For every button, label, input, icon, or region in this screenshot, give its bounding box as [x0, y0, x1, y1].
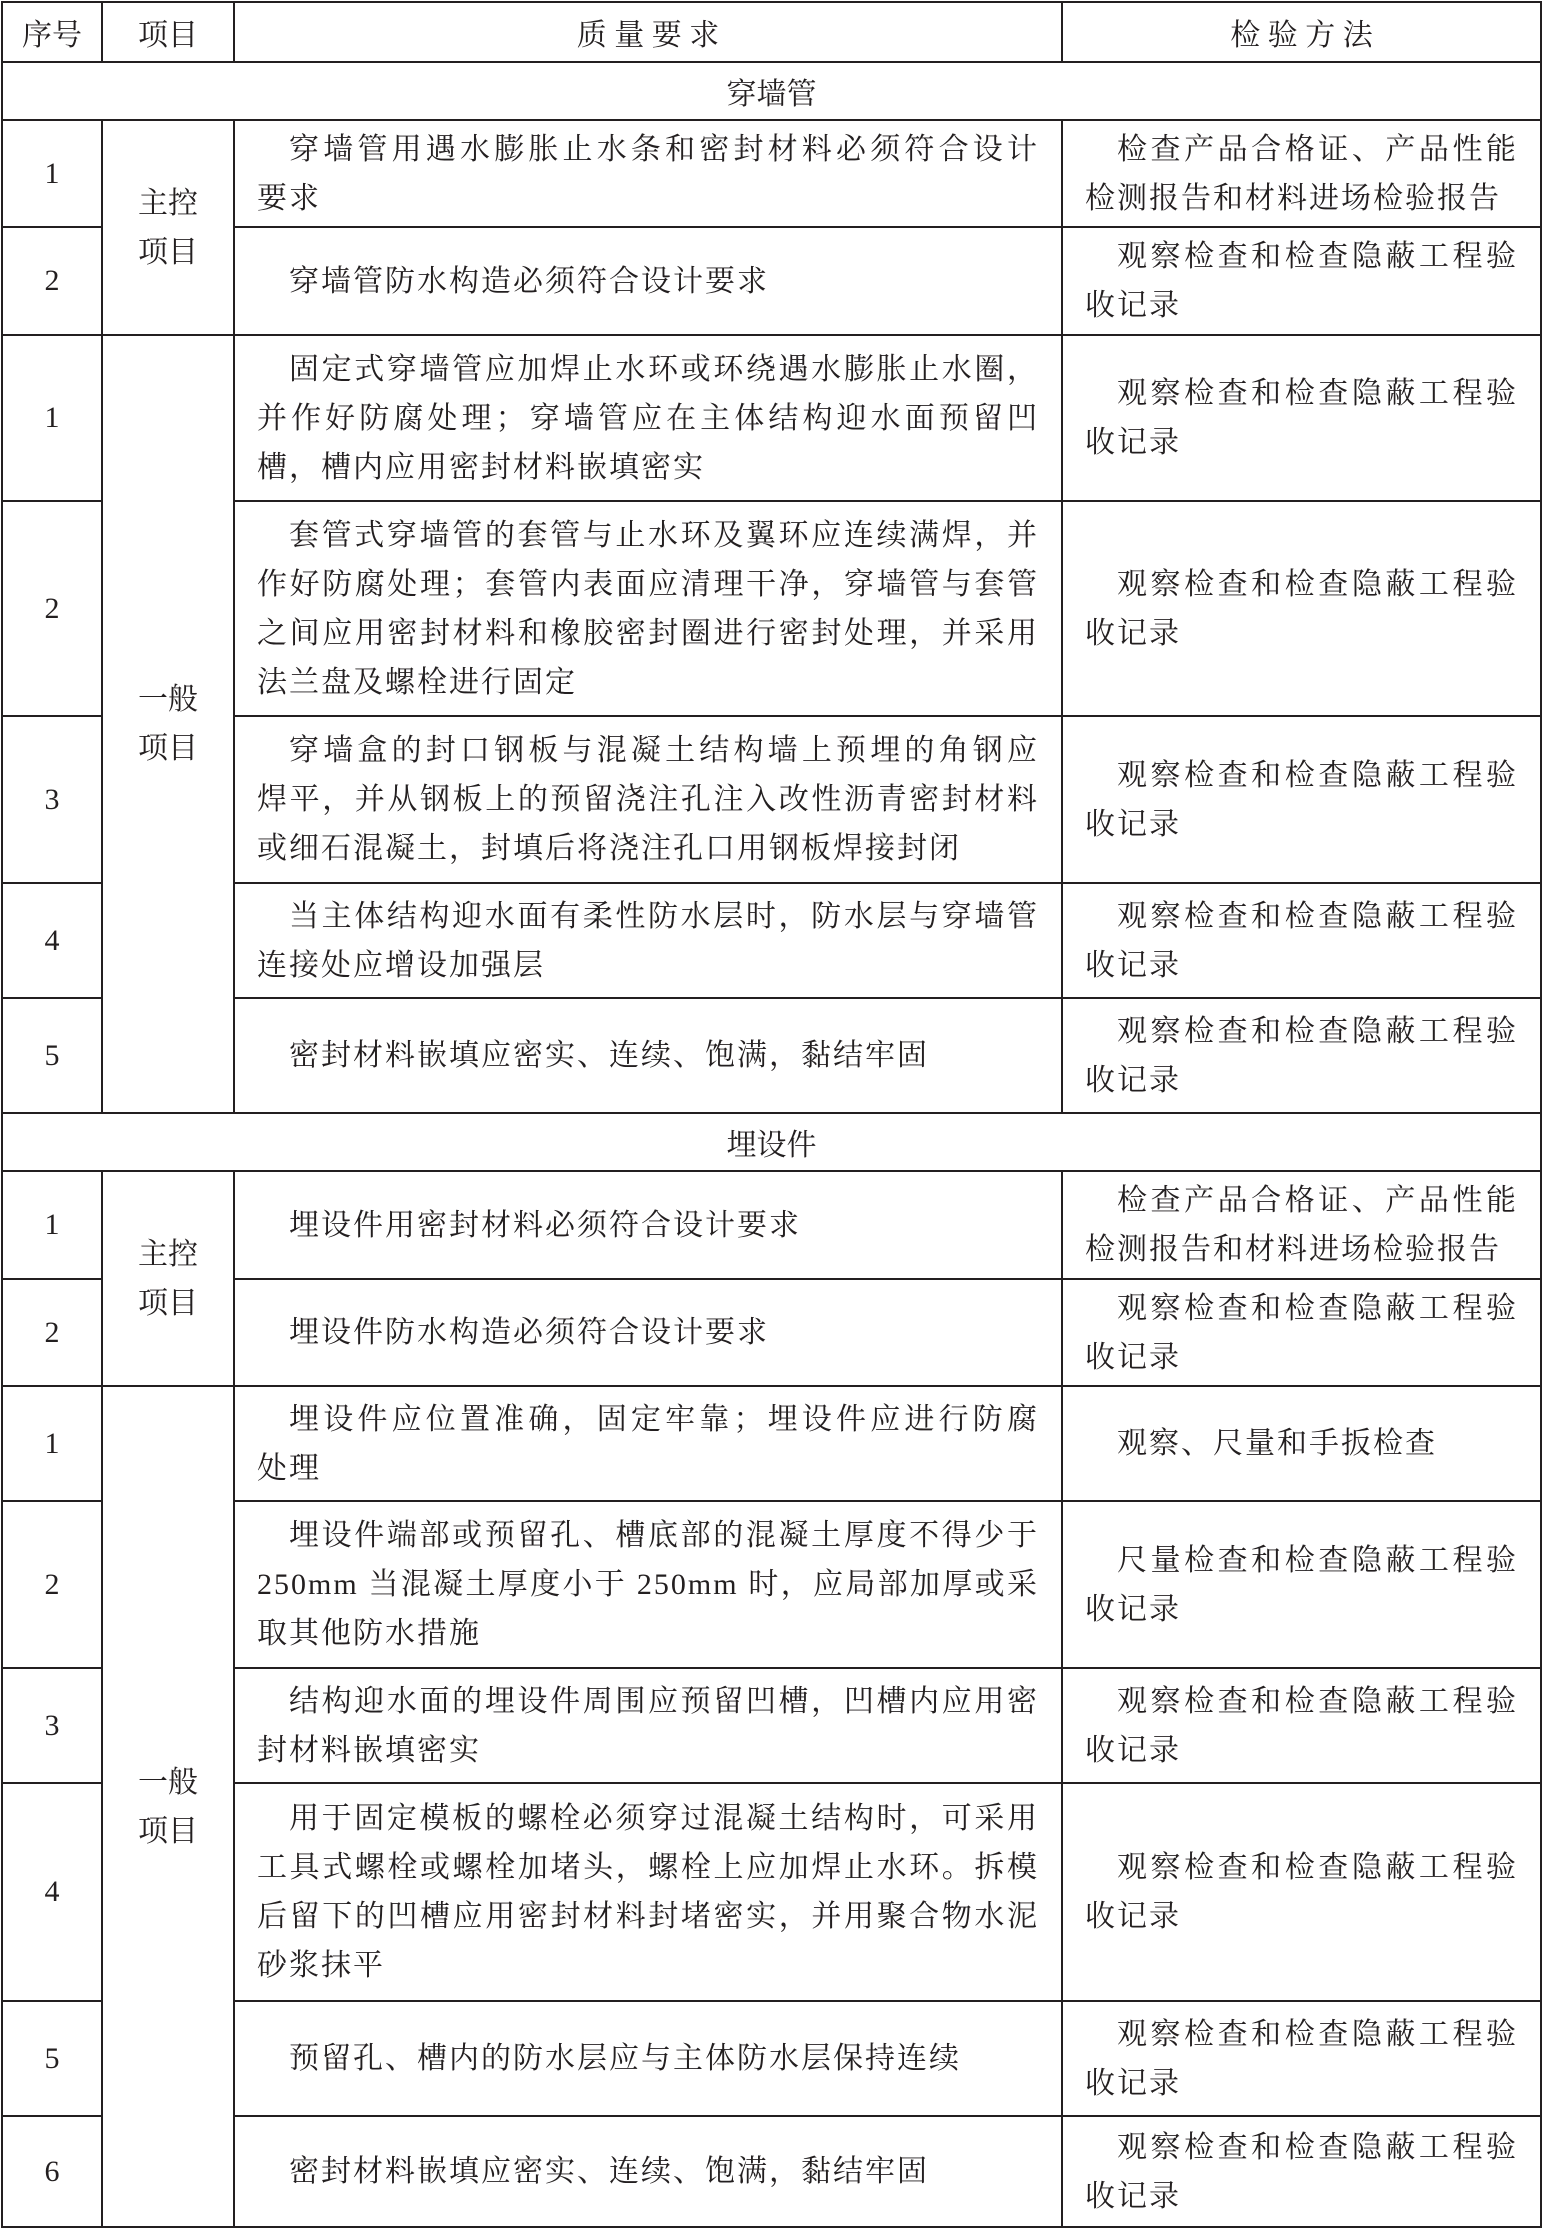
requirement-line: 当主体结构迎水面有柔性防水层时，防水层与穿墙管 — [289, 899, 1039, 933]
requirement-cell — [234, 1386, 1062, 1501]
method-cell — [1062, 1783, 1541, 2001]
requirement-cell — [234, 998, 1062, 1113]
method-line: 收记录 — [1085, 1340, 1181, 1374]
method-line: 观察检查和检查隐蔽工程验 — [1117, 1684, 1518, 1718]
method-line: 收记录 — [1085, 289, 1181, 322]
requirement-cell — [234, 1279, 1062, 1386]
requirement-line: 穿墙管防水构造必须符合设计要求 — [289, 264, 769, 298]
requirement-line: 作好防腐处理；套管内表面应清理干净，穿墙管与套管 — [257, 567, 1039, 601]
method-line: 观察检查和检查隐蔽工程验 — [1117, 1851, 1518, 1884]
requirement-line: 之间应用密封材料和橡胶密封圈进行密封处理，并采用 — [257, 616, 1039, 650]
requirement-line: 埋设件应位置准确，固定牢靠；埋设件应进行防腐 — [289, 1402, 1039, 1436]
requirement-line: 穿墙管用遇水膨胀止水条和密封材料必须符合设计 — [289, 132, 1039, 166]
method-line: 检查产品合格证、产品性能 — [1117, 132, 1518, 166]
category-cell — [102, 335, 234, 1113]
requirement-cell — [234, 120, 1062, 227]
requirement-cell — [234, 1783, 1062, 2001]
method-line: 收记录 — [1085, 426, 1181, 459]
row-number: 6 — [2, 2116, 102, 2227]
requirement-line: 预留孔、槽内的防水层应与主体防水层保持连续 — [289, 2042, 961, 2075]
requirement-line: 并作好防腐处理；穿墙管应在主体结构迎水面预留凹 — [257, 401, 1039, 435]
method-line: 观察检查和检查隐蔽工程验 — [1117, 2017, 1518, 2051]
method-cell — [1062, 335, 1541, 501]
column-header-item: 项目 — [102, 2, 234, 62]
requirement-line: 埋设件防水构造必须符合设计要求 — [289, 1316, 769, 1349]
requirement-line: 封材料嵌填密实 — [257, 1733, 481, 1767]
method-cell — [1062, 716, 1541, 883]
method-cell — [1062, 2116, 1541, 2227]
requirement-cell — [234, 1668, 1062, 1783]
row-number: 5 — [2, 998, 102, 1113]
table-row — [2, 1171, 1541, 1279]
method-line: 收记录 — [1085, 1063, 1181, 1097]
method-line: 收记录 — [1085, 807, 1181, 841]
row-number: 2 — [2, 1501, 102, 1668]
row-number: 3 — [2, 716, 102, 883]
method-line: 观察检查和检查隐蔽工程验 — [1117, 567, 1518, 601]
table-row — [2, 335, 1541, 501]
method-cell — [1062, 120, 1541, 227]
method-line: 观察检查和检查隐蔽工程验 — [1117, 240, 1518, 273]
inspection-table — [1, 1, 1542, 2228]
method-line: 收记录 — [1085, 1592, 1181, 1626]
category-label-line: 项目 — [138, 1814, 198, 1848]
row-number: 2 — [2, 501, 102, 716]
method-line: 观察检查和检查隐蔽工程验 — [1117, 899, 1518, 933]
method-line: 收记录 — [1085, 2179, 1181, 2213]
category-label-line: 主控 — [138, 186, 198, 220]
row-number: 1 — [2, 335, 102, 501]
requirement-cell — [234, 227, 1062, 335]
requirement-line: 密封材料嵌填应密实、连续、饱满，黏结牢固 — [289, 2155, 929, 2188]
requirement-line: 工具式螺栓或螺栓加堵头，螺栓上应加焊止水环。拆模 — [257, 1851, 1039, 1884]
requirement-line: 法兰盘及螺栓进行固定 — [257, 665, 577, 699]
method-line: 收记录 — [1085, 2066, 1181, 2100]
requirement-line: 连接处应增设加强层 — [257, 948, 545, 982]
column-header-number: 序号 — [2, 2, 102, 62]
table-header-row — [2, 2, 1541, 62]
method-line: 收记录 — [1085, 1733, 1181, 1767]
section-title: 穿墙管 — [2, 62, 1541, 120]
requirement-cell — [234, 2116, 1062, 2227]
row-number: 3 — [2, 1668, 102, 1783]
category-cell — [102, 1386, 234, 2227]
requirement-line: 结构迎水面的埋设件周围应预留凹槽，凹槽内应用密 — [289, 1684, 1039, 1718]
method-line: 观察检查和检查隐蔽工程验 — [1117, 2130, 1518, 2164]
requirement-cell — [234, 1501, 1062, 1668]
row-number: 1 — [2, 1386, 102, 1501]
requirement-line: 要求 — [257, 181, 321, 215]
requirement-line: 密封材料嵌填应密实、连续、饱满，黏结牢固 — [289, 1039, 929, 1072]
method-cell — [1062, 998, 1541, 1113]
method-cell — [1062, 1501, 1541, 1668]
requirement-line: 焊平，并从钢板上的预留浇注孔注入改性沥青密封材料 — [257, 783, 1039, 816]
table-header — [2, 2, 1541, 62]
row-number: 1 — [2, 120, 102, 227]
category-label-line: 项目 — [138, 235, 198, 269]
category-label-line: 一般 — [138, 1765, 198, 1799]
method-line: 收记录 — [1085, 616, 1181, 650]
row-number: 2 — [2, 227, 102, 335]
table-row — [2, 120, 1541, 227]
method-cell — [1062, 2001, 1541, 2116]
method-line: 观察检查和检查隐蔽工程验 — [1117, 1014, 1518, 1048]
requirement-line: 埋设件用密封材料必须符合设计要求 — [289, 1208, 801, 1242]
requirement-cell — [234, 2001, 1062, 2116]
requirement-cell — [234, 335, 1062, 501]
category-label-line: 主控 — [138, 1237, 198, 1271]
requirement-line: 埋设件端部或预留孔、槽底部的混凝土厚度不得少于 — [289, 1519, 1039, 1552]
requirement-cell — [234, 883, 1062, 998]
method-line: 收记录 — [1085, 948, 1181, 982]
method-line: 检查产品合格证、产品性能 — [1117, 1184, 1518, 1217]
requirement-line: 250mm 当混凝土厚度小于 250mm 时，应局部加厚或采 — [257, 1568, 1039, 1601]
section-row — [2, 62, 1541, 120]
requirement-line: 槽，槽内应用密封材料嵌填密实 — [257, 450, 705, 484]
requirement-line: 处理 — [257, 1451, 321, 1485]
method-cell — [1062, 227, 1541, 335]
method-cell — [1062, 501, 1541, 716]
requirement-line: 砂浆抹平 — [257, 1949, 385, 1982]
requirement-cell — [234, 716, 1062, 883]
method-cell — [1062, 883, 1541, 998]
method-line: 观察检查和检查隐蔽工程验 — [1117, 377, 1518, 410]
category-label-line: 一般 — [138, 683, 198, 716]
table-body — [2, 62, 1541, 2227]
method-line: 检测报告和材料进场检验报告 — [1085, 1233, 1501, 1266]
method-cell — [1062, 1279, 1541, 1386]
table-row — [2, 1386, 1541, 1501]
requirement-line: 或细石混凝土，封填后将浇注孔口用钢板焊接封闭 — [257, 832, 961, 865]
requirement-line: 用于固定模板的螺栓必须穿过混凝土结构时，可采用 — [289, 1802, 1039, 1835]
row-number: 2 — [2, 1279, 102, 1386]
category-label-line: 项目 — [138, 732, 198, 765]
method-line: 观察、尺量和手扳检查 — [1117, 1427, 1437, 1460]
category-cell — [102, 1171, 234, 1386]
requirement-line: 穿墙盒的封口钢板与混凝土结构墙上预埋的角钢应 — [289, 734, 1039, 767]
method-cell — [1062, 1386, 1541, 1501]
category-cell — [102, 120, 234, 335]
row-number: 1 — [2, 1171, 102, 1279]
column-header-method: 检 验 方 法 — [1062, 2, 1541, 62]
column-header-requirement: 质 量 要 求 — [234, 2, 1062, 62]
method-cell — [1062, 1171, 1541, 1279]
requirement-cell — [234, 1171, 1062, 1279]
method-line: 观察检查和检查隐蔽工程验 — [1117, 758, 1518, 792]
row-number: 5 — [2, 2001, 102, 2116]
section-title: 埋设件 — [2, 1113, 1541, 1171]
method-line: 尺量检查和检查隐蔽工程验 — [1117, 1543, 1518, 1577]
row-number: 4 — [2, 1783, 102, 2001]
requirement-cell — [234, 501, 1062, 716]
method-line: 收记录 — [1085, 1900, 1181, 1933]
requirement-line: 后留下的凹槽应用密封材料封堵密实，并用聚合物水泥 — [257, 1900, 1039, 1933]
requirement-line: 套管式穿墙管的套管与止水环及翼环应连续满焊，并 — [289, 518, 1039, 552]
method-line: 检测报告和材料进场检验报告 — [1085, 181, 1501, 215]
section-row — [2, 1113, 1541, 1171]
requirement-line: 取其他防水措施 — [257, 1617, 481, 1650]
category-label-line: 项目 — [138, 1286, 198, 1320]
method-cell — [1062, 1668, 1541, 1783]
row-number: 4 — [2, 883, 102, 998]
method-line: 观察检查和检查隐蔽工程验 — [1117, 1291, 1518, 1325]
requirement-line: 固定式穿墙管应加焊止水环或环绕遇水膨胀止水圈， — [289, 352, 1039, 386]
